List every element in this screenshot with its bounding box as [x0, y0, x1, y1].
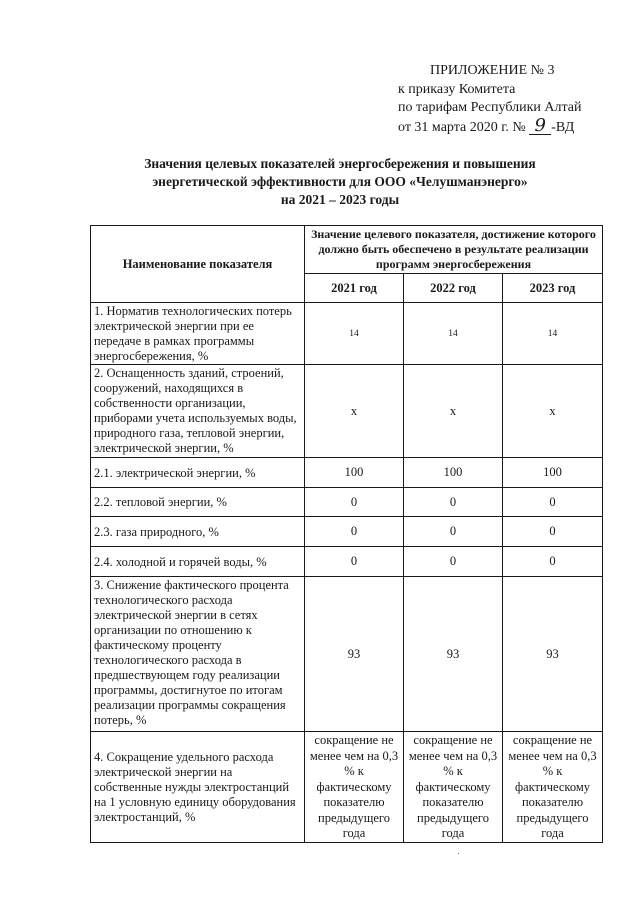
- indicator-value: x: [503, 365, 603, 458]
- column-header-value: Значение целевого показателя, достижение которого должно быть обеспечено в результате реализации программ энергосбережения: [305, 226, 603, 274]
- indicator-name: 2.4. холодной и горячей воды, %: [91, 547, 305, 577]
- title-line-3: на 2021 – 2023 годы: [280, 192, 400, 207]
- indicator-name: 2.3. газа природного, %: [91, 517, 305, 547]
- appendix-header: [398, 62, 581, 137]
- indicator-value: 100: [503, 458, 603, 488]
- indicator-name: 4. Сокращение удельного расхода электрической энергии на собственные нужды электростанций на 1 условную единицу оборудования электростанций, %: [91, 732, 305, 843]
- table-row: [91, 517, 603, 547]
- order-number: 9: [529, 118, 551, 135]
- indicator-value: 0: [503, 517, 603, 547]
- indicator-value: 0: [305, 547, 404, 577]
- indicator-value: x: [404, 365, 503, 458]
- year-header: 2023 год: [503, 274, 603, 303]
- table-row: [91, 303, 603, 365]
- indicator-name: 2.2. тепловой энергии, %: [91, 488, 305, 517]
- indicator-value: 0: [305, 517, 404, 547]
- indicator-value: 14: [305, 303, 404, 365]
- indicator-value: 0: [404, 547, 503, 577]
- appendix-order-line: к приказу Комитета: [398, 81, 516, 97]
- indicator-value: 14: [503, 303, 603, 365]
- year-header: 2021 год: [305, 274, 404, 303]
- order-suffix: -ВД: [551, 119, 575, 135]
- indicator-value: 0: [404, 517, 503, 547]
- indicator-value: 100: [305, 458, 404, 488]
- indicator-name: 1. Норматив технологических потерь электрической энергии при ее передаче в рамках программы энергосбережения, %: [91, 303, 305, 365]
- indicator-value: 93: [305, 577, 404, 732]
- indicator-value: 93: [404, 577, 503, 732]
- indicator-value: x: [305, 365, 404, 458]
- table-header-row: [91, 226, 603, 274]
- indicators-table: [90, 225, 603, 843]
- indicator-name: 3. Снижение фактического процента технологического расхода электрической энергии в сетях организации по отношению к фактическому проценту технологического расхода в предшествующем году реализации программы, достигнутое по итогам реализации программы сокращения потерь, %: [91, 577, 305, 732]
- appendix-title: ПРИЛОЖЕНИЕ № 3: [430, 63, 555, 78]
- indicator-name: 2.1. электрической энергии, %: [91, 458, 305, 488]
- scan-speck: [458, 853, 459, 854]
- title-line-2: энергетической эффективности для ООО «Челушманэнерго»: [152, 174, 528, 189]
- indicator-value: 100: [404, 458, 503, 488]
- indicator-value: 0: [503, 488, 603, 517]
- indicator-value: 93: [503, 577, 603, 732]
- year-header: 2022 год: [404, 274, 503, 303]
- indicator-value: сокращение не менее чем на 0,3 % к фактическому показателю предыдущего года: [503, 732, 603, 843]
- indicator-value: сокращение не менее чем на 0,3 % к фактическому показателю предыдущего года: [305, 732, 404, 843]
- order-date: от 31 марта 2020 г. №: [398, 119, 526, 135]
- table-row: [91, 547, 603, 577]
- column-header-name: Наименование показателя: [91, 226, 305, 303]
- table-row: [91, 488, 603, 517]
- appendix-date-line: [398, 114, 581, 138]
- appendix-committee-line: по тарифам Республики Алтай: [398, 100, 582, 115]
- indicator-value: сокращение не менее чем на 0,3 % к фактическому показателю предыдущего года: [404, 732, 503, 843]
- indicator-value: 0: [503, 547, 603, 577]
- table-row: [91, 458, 603, 488]
- indicator-value: 0: [404, 488, 503, 517]
- table-row: [91, 365, 603, 458]
- indicator-name: 2. Оснащенность зданий, строений, сооружений, находящихся в собственности организации, приборами учета используемых воды, природного газа, тепловой энергии, электрической энергии, %: [91, 365, 305, 458]
- table-row: [91, 577, 603, 732]
- indicator-value: 0: [305, 488, 404, 517]
- indicator-value: 14: [404, 303, 503, 365]
- table-row: [91, 732, 603, 843]
- document-title: [120, 155, 560, 209]
- title-line-1: Значения целевых показателей энергосбережения и повышения: [144, 156, 536, 171]
